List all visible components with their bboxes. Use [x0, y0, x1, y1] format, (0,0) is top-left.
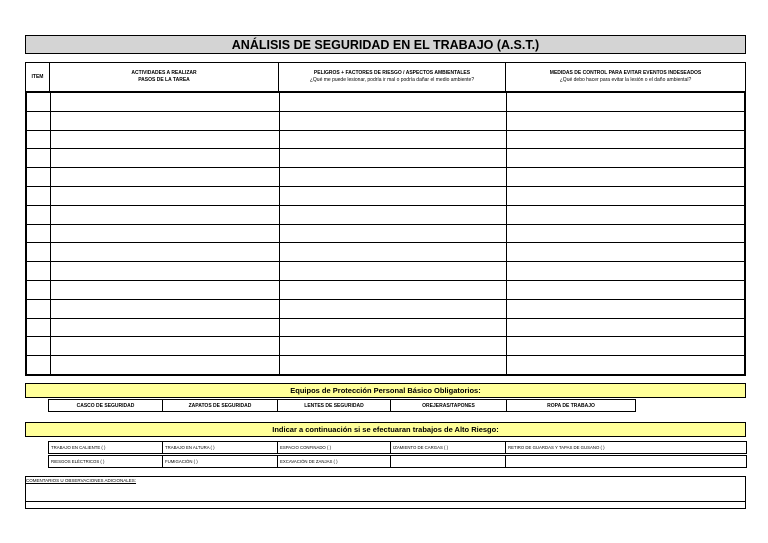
document-title: ANÁLISIS DE SEGURIDAD EN EL TRABAJO (A.S.T.): [25, 35, 746, 54]
cell-control[interactable]: [507, 356, 745, 375]
header-activities: [50, 63, 279, 91]
cell-hazard[interactable]: [280, 356, 507, 375]
comments-divider: [26, 501, 745, 502]
high-risk-section-title: Indicar a continuación si se efectuaran trabajos de Alto Riesgo:: [25, 422, 746, 437]
cell-hazard[interactable]: [280, 93, 507, 112]
table-row: [27, 205, 745, 224]
cell-activity[interactable]: [51, 356, 280, 375]
header-hazards-line2: ¿Qué me puede lesionar, podría ir mal o podría dañar el medio ambiente?: [309, 77, 475, 83]
table-row: [27, 149, 745, 168]
risk-guard-removal[interactable]: RETIRO DE GUARDAS Y TAPAS DE GUSANO ( ): [505, 441, 747, 454]
cell-item[interactable]: [27, 262, 51, 281]
cell-activity[interactable]: [51, 111, 280, 130]
cell-item[interactable]: [27, 299, 51, 318]
cell-hazard[interactable]: [280, 130, 507, 149]
cell-control[interactable]: [507, 205, 745, 224]
cell-control[interactable]: [507, 149, 745, 168]
cell-item[interactable]: [27, 111, 51, 130]
cell-activity[interactable]: [51, 299, 280, 318]
cell-control[interactable]: [507, 93, 745, 112]
table-row: [27, 356, 745, 375]
epp-lentes[interactable]: LENTES DE SEGURIDAD: [277, 399, 391, 412]
table-row: [27, 130, 745, 149]
cell-control[interactable]: [507, 224, 745, 243]
header-controls-line1: MEDIDAS DE CONTROL PARA EVITAR EVENTOS INDESEADOS: [549, 70, 702, 76]
cell-hazard[interactable]: [280, 337, 507, 356]
cell-control[interactable]: [507, 280, 745, 299]
cell-item[interactable]: [27, 149, 51, 168]
risk-empty-1[interactable]: [390, 455, 506, 468]
header-hazards: [279, 63, 506, 91]
cell-item[interactable]: [27, 318, 51, 337]
cell-hazard[interactable]: [280, 243, 507, 262]
cell-item[interactable]: [27, 130, 51, 149]
table-row: [27, 318, 745, 337]
epp-orejeras[interactable]: OREJERAS/TAPONES: [390, 399, 507, 412]
cell-control[interactable]: [507, 243, 745, 262]
risk-confined-space[interactable]: ESPACIO CONFINADO ( ): [277, 441, 391, 454]
table-row: [27, 337, 745, 356]
epp-row: [48, 399, 746, 412]
cell-control[interactable]: [507, 318, 745, 337]
risk-electrical[interactable]: RIESGOS ELÉCTRICOS ( ): [48, 455, 163, 468]
epp-empty: [635, 399, 747, 412]
table-row: [27, 299, 745, 318]
epp-section-title: Equipos de Protección Personal Básico Obligatorios:: [25, 383, 746, 398]
cell-activity[interactable]: [51, 280, 280, 299]
cell-control[interactable]: [507, 299, 745, 318]
table-row: [27, 243, 745, 262]
cell-activity[interactable]: [51, 224, 280, 243]
cell-item[interactable]: [27, 205, 51, 224]
cell-control[interactable]: [507, 111, 745, 130]
cell-activity[interactable]: [51, 318, 280, 337]
risk-lifting[interactable]: IZAMIENTO DE CARGAS ( ): [390, 441, 506, 454]
epp-ropa[interactable]: ROPA DE TRABAJO: [506, 399, 636, 412]
cell-hazard[interactable]: [280, 149, 507, 168]
cell-item[interactable]: [27, 243, 51, 262]
cell-control[interactable]: [507, 337, 745, 356]
table-row: [27, 262, 745, 281]
task-table: [26, 92, 745, 375]
cell-activity[interactable]: [51, 93, 280, 112]
cell-item[interactable]: [27, 280, 51, 299]
header-activities-line2: PASOS DE LA TAREA: [138, 77, 190, 83]
risk-height-work[interactable]: TRABAJO EN ALTURA ( ): [162, 441, 278, 454]
cell-hazard[interactable]: [280, 262, 507, 281]
cell-hazard[interactable]: [280, 224, 507, 243]
cell-item[interactable]: [27, 186, 51, 205]
cell-activity[interactable]: [51, 168, 280, 187]
cell-control[interactable]: [507, 262, 745, 281]
comments-label: COMENTARIOS U OBSERVACIONES ADICIONALES:: [26, 478, 137, 483]
cell-control[interactable]: [507, 168, 745, 187]
cell-activity[interactable]: [51, 186, 280, 205]
cell-activity[interactable]: [51, 337, 280, 356]
table-row: [27, 186, 745, 205]
header-activities-line1: ACTIVIDADES A REALIZAR: [131, 70, 197, 76]
high-risk-row-2: [48, 455, 746, 468]
cell-hazard[interactable]: [280, 299, 507, 318]
cell-activity[interactable]: [51, 149, 280, 168]
risk-fumigation[interactable]: FUMIGACIÓN ( ): [162, 455, 278, 468]
header-hazards-line1: PELIGROS + FACTORES DE RIESGO / ASPECTOS AMBIENTALES: [313, 70, 471, 76]
cell-item[interactable]: [27, 168, 51, 187]
cell-activity[interactable]: [51, 262, 280, 281]
cell-activity[interactable]: [51, 130, 280, 149]
risk-trench[interactable]: EXCAVACIÓN DE ZANJAS ( ): [277, 455, 391, 468]
cell-item[interactable]: [27, 356, 51, 375]
cell-control[interactable]: [507, 130, 745, 149]
high-risk-row-1: [48, 441, 746, 454]
table-row: [27, 168, 745, 187]
cell-activity[interactable]: [51, 243, 280, 262]
cell-item[interactable]: [27, 337, 51, 356]
risk-hot-work[interactable]: TRABAJO EN CALIENTE ( ): [48, 441, 163, 454]
cell-control[interactable]: [507, 186, 745, 205]
table-row: [27, 224, 745, 243]
table-header: [25, 62, 746, 92]
cell-hazard[interactable]: [280, 205, 507, 224]
comments-box[interactable]: [25, 476, 746, 509]
header-item-label: ITEM: [31, 73, 44, 80]
cell-activity[interactable]: [51, 205, 280, 224]
table-row: [27, 93, 745, 112]
cell-hazard[interactable]: [280, 111, 507, 130]
table-row: [27, 280, 745, 299]
cell-hazard[interactable]: [280, 280, 507, 299]
cell-item[interactable]: [27, 224, 51, 243]
cell-hazard[interactable]: [280, 168, 507, 187]
epp-casco[interactable]: CASCO DE SEGURIDAD: [48, 399, 163, 412]
header-controls-line2: ¿Qué debo hacer para evitar la lesión o el daño ambiental?: [559, 77, 692, 83]
cell-item[interactable]: [27, 93, 51, 112]
epp-zapatos[interactable]: ZAPATOS DE SEGURIDAD: [162, 399, 278, 412]
cell-hazard[interactable]: [280, 186, 507, 205]
task-grid: [25, 92, 746, 376]
header-item: [26, 63, 50, 91]
risk-empty-2[interactable]: [505, 455, 747, 468]
header-controls: [506, 63, 745, 91]
table-row: [27, 111, 745, 130]
cell-hazard[interactable]: [280, 318, 507, 337]
